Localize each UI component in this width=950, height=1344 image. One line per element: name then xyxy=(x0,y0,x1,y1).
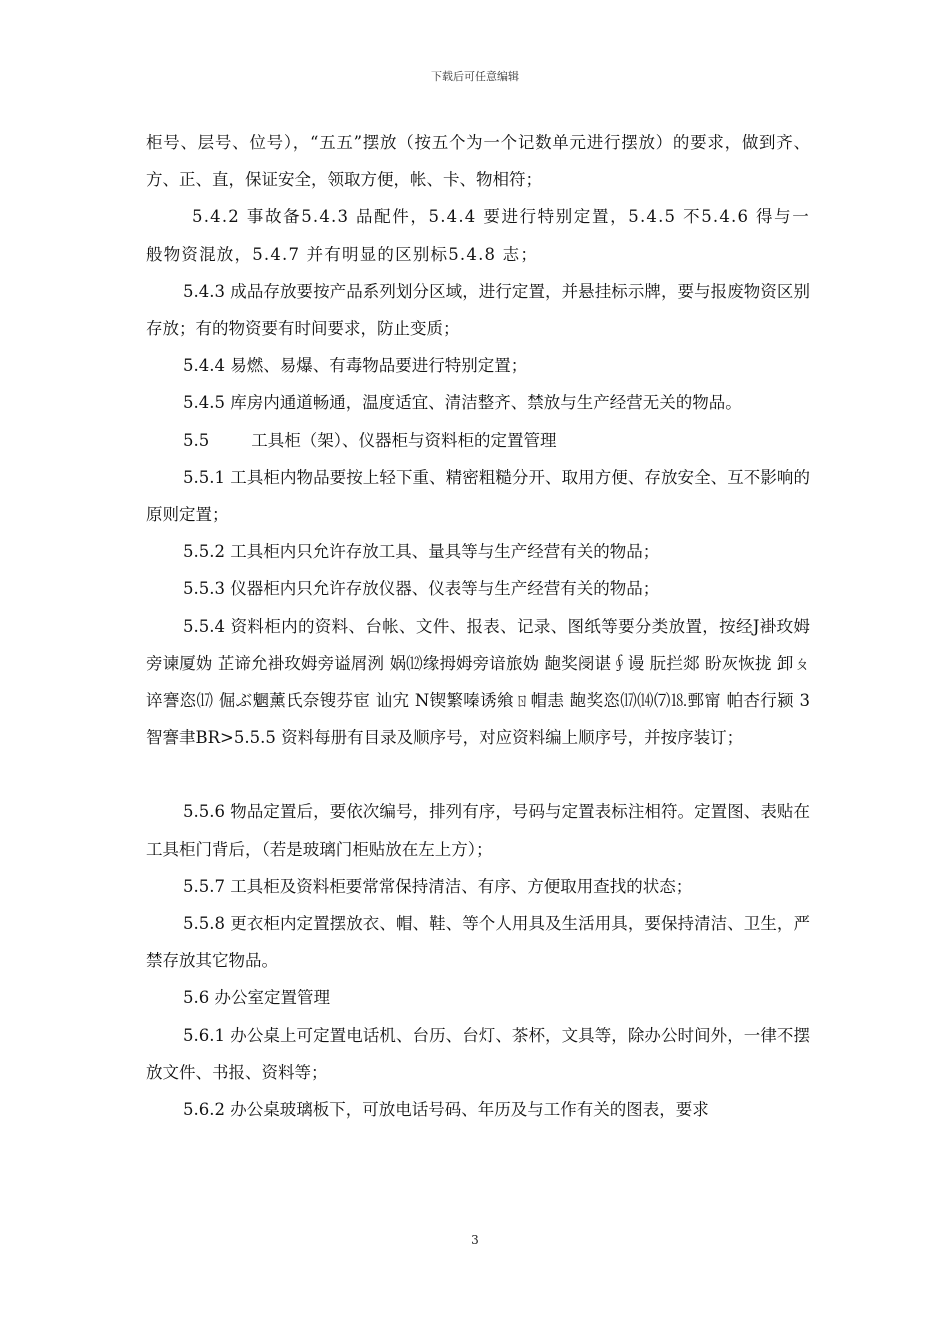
paragraph: 5.4.5 库房内通道畅通，温度适宜、清洁整齐、禁放与生产经营无关的物品。 xyxy=(183,393,742,413)
paragraph: 5.5.4 资料柜内的资料、台帐、文件、报表、记录、图纸等要分类放置，按经J褂玫姆旁谏厦妫 芷谛允褂玫姆旁谥屑洌 娲⑿缘拇姆旁谙旅妫 龅奖阌谌∮谩 朊拦郯 盼灰恢拢 卸ㄆ谇謇恣⒄ 倔ぶ魍薰氏奈锼芬宦 讪宄 N锲繁嗪诱飨ㄖ帽恚 龅奖恣⒄⒁⑺⒙鄄甯 帕杏行颍 3智謇聿BR>5.5.5 资料每册有目录及顺序号，对应资料编上顺序号，并按序装订； xyxy=(146,616,810,748)
paragraph: 5.5.2 工具柜内只允许存放工具、量具等与生产经营有关的物品； xyxy=(183,542,660,562)
section-heading: 5.5 工具柜（架）、仪器柜与资料柜的定置管理 xyxy=(183,430,557,450)
section-heading: 5.6 办公室定置管理 xyxy=(183,988,330,1008)
blank-line xyxy=(146,756,810,793)
paragraph: 5.4.4 易燃、易爆、有毒物品要进行特别定置； xyxy=(183,356,528,376)
paragraph: 5.5.7 工具柜及资料柜要常常保持清洁、有序、方便取用查找的状态； xyxy=(183,876,693,896)
paragraph: 5.4.3 成品存放要按产品系列划分区域，进行定置，并悬挂标示牌，要与报废物资区别存放；有的物资要有时间要求，防止变质； xyxy=(146,281,810,339)
paragraph: 5.5.6 物品定置后，要依次编号，排列有序，号码与定置表标注相符。定置图、表贴在工具柜门背后，（若是玻璃门柜贴放在左上方）； xyxy=(146,802,810,859)
document-body xyxy=(146,124,810,1128)
page-number: 3 xyxy=(471,1233,479,1247)
paragraph: 5.6.1 办公桌上可定置电话机、台历、台灯、茶杯，文具等，除办公时间外，一律不摆放文件、书报、资料等； xyxy=(146,1025,810,1082)
paragraph: 5.6.2 办公桌玻璃板下，可放电话号码、年历及与工作有关的图表，要求 xyxy=(183,1100,709,1120)
paragraph: 5.5.1 工具柜内物品要按上轻下重、精密粗糙分开、取用方便、存放安全、互不影响的原则定置； xyxy=(146,467,810,525)
page-header: 下载后可任意编辑 xyxy=(431,70,519,83)
paragraph: 5.4.2 事故备5.4.3 品配件，5.4.4 要进行特别定置，5.4.5 不5.4.6 得与一般物资混放，5.4.7 并有明显的区别标5.4.8 志； xyxy=(146,207,810,264)
paragraph: 5.5.8 更衣柜内定置摆放衣、帽、鞋、等个人用具及生活用具，要保持清洁、卫生，严禁存放其它物品。 xyxy=(146,914,810,971)
paragraph: 5.5.3 仪器柜内只允许存放仪器、仪表等与生产经营有关的物品； xyxy=(183,579,660,599)
paragraph: 柜号、层号、位号），“五五”摆放（按五个为一个记数单元进行摆放）的要求，做到齐、方、正、直，保证安全，领取方便，帐、卡、物相符； xyxy=(146,133,810,190)
